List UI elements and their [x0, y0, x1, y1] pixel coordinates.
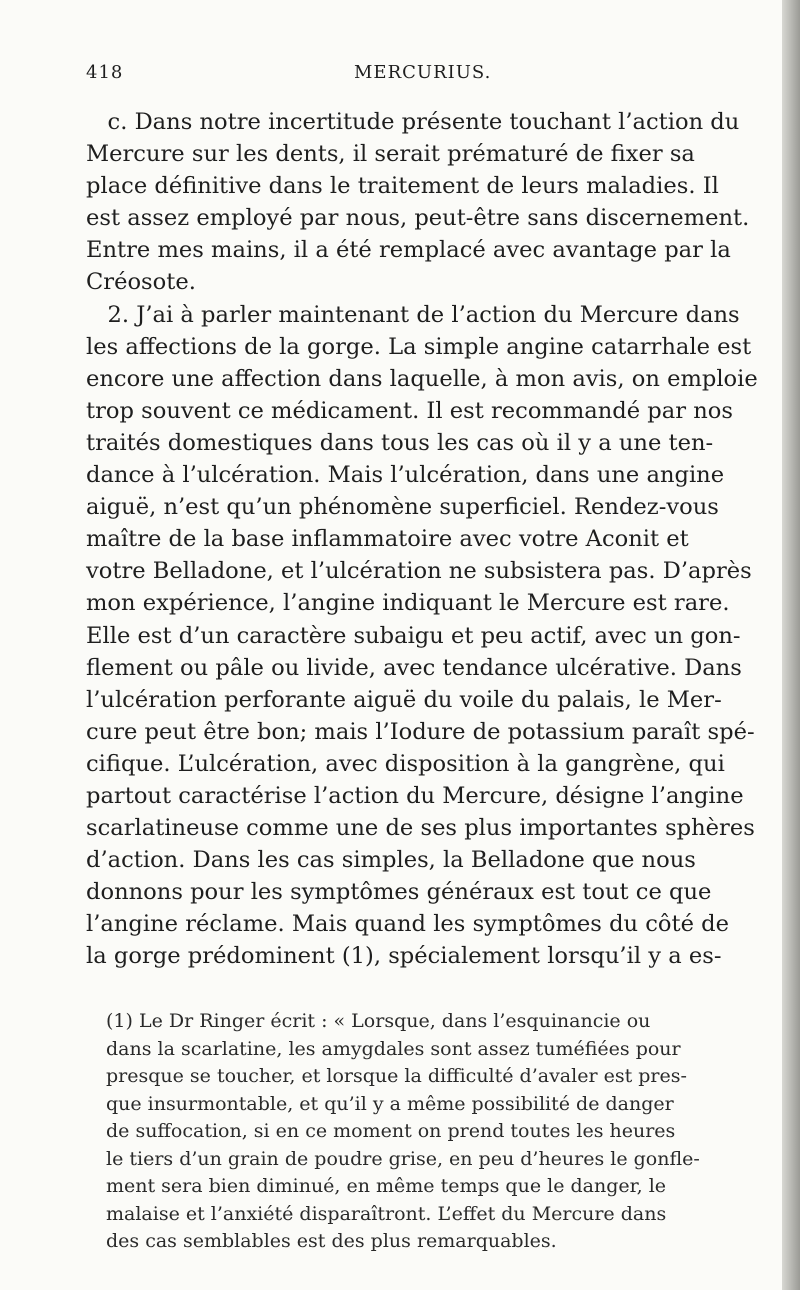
text-line: les affections de la gorge. La simple angine catarrhale est	[86, 333, 752, 360]
footnote-line: (1) Le Dr Ringer écrit : « Lorsque, dans l’esquinancie ou	[106, 1010, 651, 1032]
footnote-line: le tiers d’un grain de poudre grise, en peu d’heures le gonfle-	[106, 1147, 700, 1170]
text-line: dance à l’ulcération. Mais l’ulcération, dans une angine	[86, 462, 725, 489]
body-text	[86, 106, 762, 973]
footnote-line: des cas semblables est des plus remarquables.	[106, 1230, 557, 1252]
text-line: est assez employé par nous, peut-être sans discernement.	[86, 205, 750, 232]
text-line: encore une affection dans laquelle, à mon avis, on emploie	[86, 365, 758, 392]
text-line: trop souvent ce médicament. Il est recommandé par nos	[86, 397, 733, 424]
footnote	[106, 1008, 762, 1256]
running-head	[86, 62, 716, 92]
text-line: l’ulcération perforante aiguë du voile du palais, le Mer-	[86, 686, 722, 713]
footnote-line: malaise et l’anxiété disparaîtront. L’effet du Mercure dans	[106, 1202, 667, 1225]
text-line: aiguë, n’est qu’un phénomène superficiel. Rendez-vous	[86, 494, 719, 521]
text-line: Créosote.	[86, 269, 196, 296]
footnote-line: ment sera bien diminué, en même temps que le danger, le	[106, 1175, 667, 1197]
footnote-line: que insurmontable, et qu’il y a même possibilité de danger	[106, 1092, 674, 1115]
text-line: scarlatineuse comme une de ses plus importantes sphères	[86, 815, 755, 842]
text-line: Mercure sur les dents, il serait prématuré de fixer sa	[86, 141, 695, 168]
text-line: mon expérience, l’angine indiquant le Mercure est rare.	[86, 590, 730, 617]
running-title: MERCURIUS.	[354, 62, 492, 83]
page-number: 418	[86, 62, 124, 83]
text-line: maître de la base inflammatoire avec votre Aconit et	[86, 526, 689, 553]
text-line: cure peut être bon; mais l’Iodure de potassium paraît spé-	[86, 718, 755, 745]
text-line: la gorge prédominent (1), spécialement lorsqu’il y a es-	[86, 943, 722, 970]
text-line: donnons pour les symptômes généraux est tout ce que	[86, 879, 712, 906]
text-line: cifique. L’ulcération, avec disposition à la gangrène, qui	[86, 750, 725, 777]
text-line: votre Belladone, et l’ulcération ne subsistera pas. D’après	[86, 558, 752, 585]
footnote-line: dans la scarlatine, les amygdales sont assez tuméfiées pour	[106, 1037, 681, 1060]
text-line: flement ou pâle ou livide, avec tendance ulcérative. Dans	[86, 654, 742, 681]
text-line: Elle est d’un caractère subaigu et peu actif, avec un gon-	[86, 622, 741, 649]
footnote-line: de suffocation, si en ce moment on prend toutes les heures	[106, 1120, 676, 1142]
footnote-line: presque se toucher, et lorsque la difficulté d’avaler est pres-	[106, 1065, 687, 1087]
text-line: 2. J’ai à parler maintenant de l’action du Mercure dans	[86, 301, 740, 328]
text-line: c. Dans notre incertitude présente touchant l’action du	[86, 109, 740, 135]
text-line: place définitive dans le traitement de leurs maladies. Il	[86, 173, 719, 200]
text-line: Entre mes mains, il a été remplacé avec avantage par la	[86, 237, 731, 264]
text-line: traités domestiques dans tous les cas où il y a une ten-	[86, 429, 714, 456]
text-line: l’angine réclame. Mais quand les symptômes du côté de	[86, 911, 729, 938]
page-edge-shadow	[782, 0, 800, 1290]
text-line: d’action. Dans les cas simples, la Belladone que nous	[86, 847, 696, 874]
text-line: partout caractérise l’action du Mercure, désigne l’angine	[86, 782, 744, 809]
